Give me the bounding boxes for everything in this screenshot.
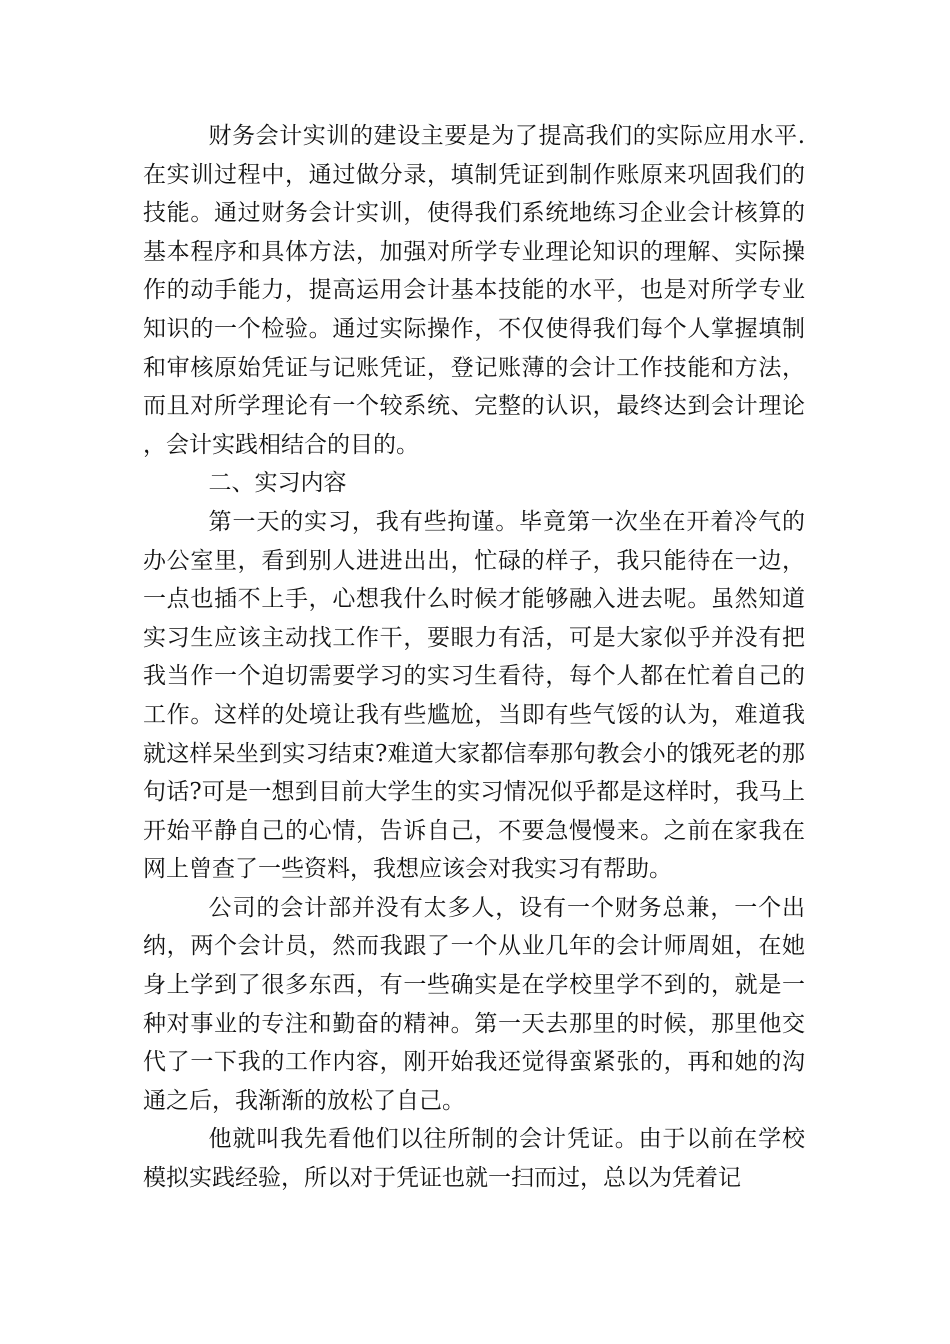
document-body: [143, 117, 805, 1198]
section-heading-internship-content: 二、实习内容: [208, 470, 347, 497]
paragraph-training-purpose: 财务会计实训的建设主要是为了提高我们的实际应用水平. 在实训过程中，通过做分录，填制凭证到制作账原来巩固我们的技能。通过财务会计实训，使得我们系统地练习企业会计核算的基本程序和具体方法，加强对所学专业理论知识的理解、实际操作的动手能力，提高运用会计基本技能的水平，也是对所学专业知识的一个检验。通过实际操作，不仅使得我们每个人掌握填制和审核原始凭证与记账凭证，登记账薄的会计工作技能和方法，而且对所学理论有一个较系统、完整的认识，最终达到会计理论，会计实践相结合的目的。: [143, 123, 805, 458]
paragraph-vouchers: 他就叫我先看他们以往所制的会计凭证。由于以前在学校模拟实践经验，所以对于凭证也就一扫而过，总以为凭着记: [143, 1126, 805, 1192]
paragraph-accounting-department: 公司的会计部并没有太多人，设有一个财务总兼，一个出纳，两个会计员，然而我跟了一个从业几年的会计师周姐，在她身上学到了很多东西，有一些确实是在学校里学不到的，就是一种对事业的专注和勤奋的精神。第一天去那里的时候，那里他交代了一下我的工作内容，刚开始我还觉得蛮紧张的，再和她的沟通之后，我渐渐的放松了自己。: [143, 894, 805, 1114]
paragraph-first-day: 第一天的实习，我有些拘谨。毕竟第一次坐在开着冷气的办公室里，看到别人进进出出，忙碌的样子，我只能待在一边，一点也插不上手，心想我什么时候才能够融入进去呢。虽然知道实习生应该主动找工作干，要眼力有活，可是大家似乎并没有把我当作一个迫切需要学习的实习生看待，每个人都在忙着自己的工作。这样的处境让我有些尴尬，当即有些气馁的认为，难道我就这样呆坐到实习结束?难道大家都信奉那句教会小的饿死老的那句话?可是一想到目前大学生的实习情况似乎都是这样时，我马上开始平静自己的心情，告诉自己，不要急慢慢来。之前在家我在网上曾查了一些资料，我想应该会对我实习有帮助。: [143, 508, 805, 883]
